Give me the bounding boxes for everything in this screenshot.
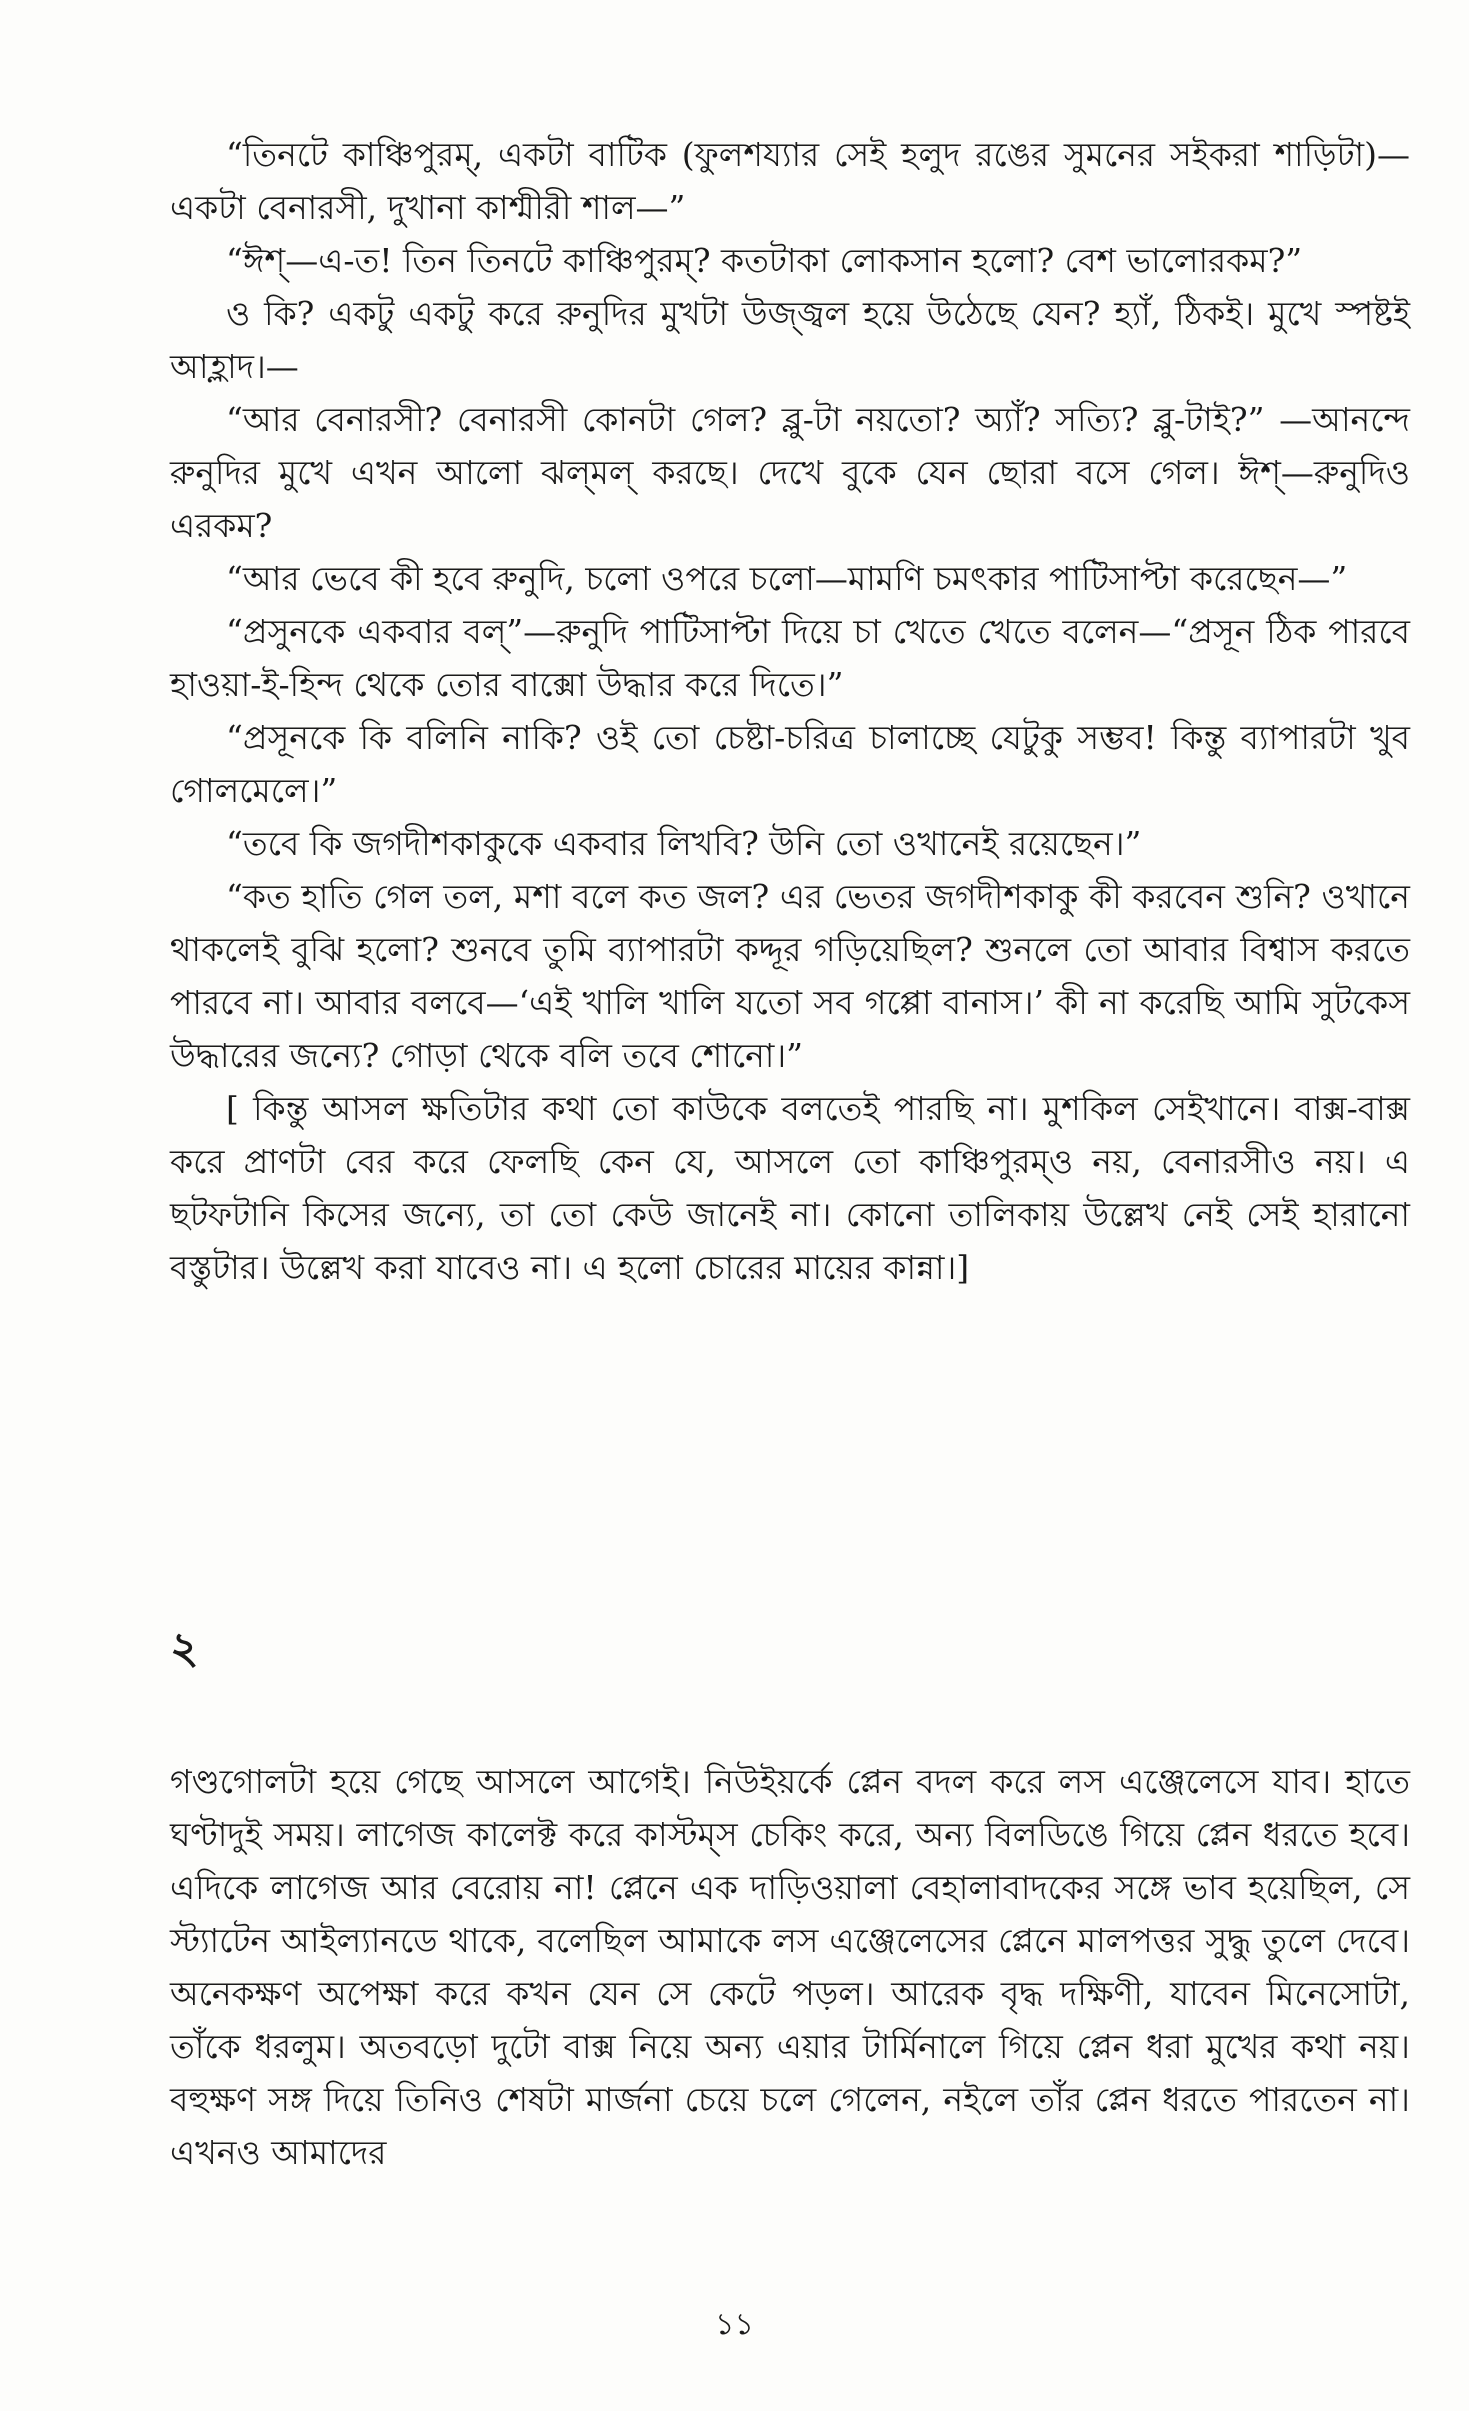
paragraph: “আর ভেবে কী হবে রুনুদি, চলো ওপরে চলো—মামণি চমৎকার পাটিসাপ্টা করেছেন—” (226, 559, 1348, 598)
text-block-bottom (170, 1755, 1410, 2179)
paragraph: [ কিন্তু আসল ক্ষতিটার কথা তো কাউকে বলতেই পারছি না। মুশকিল সেইখানে। বাক্স-বাক্স করে প্রাণটা বের করে ফেলছি কেন যে, আসলে তো কাঞ্চিপুরম্‌ও নয়, বেনারসীও নয়। এ ছটফটানি কিসের জন্যে, তা তো কেউ জানেই না। কোনো তালিকায় উল্লেখ নেই সেই হারানো বস্তুটার। উল্লেখ করা যাবেও না। এ হলো চোরের মায়ের কান্না।] (170, 1089, 1410, 1287)
paragraph: “প্রসূনকে কি বলিনি নাকি? ওই তো চেষ্টা-চরিত্র চালাচ্ছে যেটুকু সম্ভব! কিন্তু ব্যাপারটা খুব গোলমেলে।” (170, 718, 1410, 810)
paragraph: “আর বেনারসী? বেনারসী কোনটা গেল? ব্লু-টা নয়তো? অ্যাঁ? সত্যি? ব্লু-টাই?” —আনন্দে রুনুদির মুখে এখন আলো ঝল্‌মল্‌ করছে। দেখে বুকে যেন ছোরা বসে গেল। ঈশ্‌—রুনুদিও এরকম? (170, 400, 1410, 545)
section-number: ২ (170, 1623, 199, 1674)
paragraph: গণ্ডগোলটা হয়ে গেছে আসলে আগেই। নিউইয়র্কে প্লেন বদল করে লস এঞ্জেলেসে যাব। হাতে ঘণ্টাদুই সময়। লাগেজ কালেক্ট করে কাস্টম্‌স চেকিং করে, অন্য বিলডিঙে গিয়ে প্লেন ধরতে হবে। এদিকে লাগেজ আর বেরোয় না! প্লেনে এক দাড়িওয়ালা বেহালাবাদকের সঙ্গে ভাব হয়েছিল, সে স্ট্যাটেন আইল্যানডে থাকে, বলেছিল আমাকে লস এঞ্জেলেসের প্লেনে মালপত্তর সুদ্ধু তুলে দেবে। অনেকক্ষণ অপেক্ষা করে কখন যেন সে কেটে পড়ল। আরেক বৃদ্ধ দক্ষিণী, যাবেন মিনেসোটা, তাঁকে ধরলুম। অতবড়ো দুটো বাক্স নিয়ে অন্য এয়ার টার্মিনালে গিয়ে প্লেন ধরা মুখের কথা নয়। বহুক্ষণ সঙ্গ দিয়ে তিনিও শেষটা মার্জনা চেয়ে চলে গেলেন, নইলে তাঁর প্লেন ধরতে পারতেন না। এখনও আমাদের (170, 1762, 1410, 2172)
text-block-top (170, 128, 1410, 1294)
paragraph: “তিনটে কাঞ্চিপুরম্‌, একটা বাটিক (ফুলশয্যার সেই হলুদ রঙের সুমনের সইকরা শাড়িটা)— একটা বেনারসী, দুখানা কাশ্মীরী শাল—” (170, 135, 1410, 227)
page-number: ১১ (715, 2307, 754, 2342)
paragraph: ও কি? একটু একটু করে রুনুদির মুখটা উজ্জ্বল হয়ে উঠেছে যেন? হ্যাঁ, ঠিকই। মুখে স্পষ্টই আহ্লাদ।— (170, 294, 1410, 386)
paragraph: “ঈশ্‌—এ-ত! তিন তিনটে কাঞ্চিপুরম্‌? কতটাকা লোকসান হলো? বেশ ভালোরকম?” (226, 241, 1303, 280)
paragraph: “কত হাতি গেল তল, মশা বলে কত জল? এর ভেতর জগদীশকাকু কী করবেন শুনি? ওখানে থাকলেই বুঝি হলো? শুনবে তুমি ব্যাপারটা কদ্দূর গড়িয়েছিল? শুনলে তো আবার বিশ্বাস করতে পারবে না। আবার বলবে—‘এই খালি খালি যতো সব গপ্পো বানাস।’ কী না করেছি আমি সুটকেস উদ্ধারের জন্যে? গোড়া থেকে বলি তবে শোনো।” (170, 877, 1410, 1075)
paragraph: “প্রসুনকে একবার বল্‌”—রুনুদি পাটিসাপ্টা দিয়ে চা খেতে খেতে বলেন—“প্রসূন ঠিক পারবে হাওয়া-ই-হিন্দ থেকে তোর বাক্সো উদ্ধার করে দিতে।” (170, 612, 1410, 704)
paragraph: “তবে কি জগদীশকাকুকে একবার লিখবি? উনি তো ওখানেই রয়েছেন।” (226, 824, 1142, 863)
